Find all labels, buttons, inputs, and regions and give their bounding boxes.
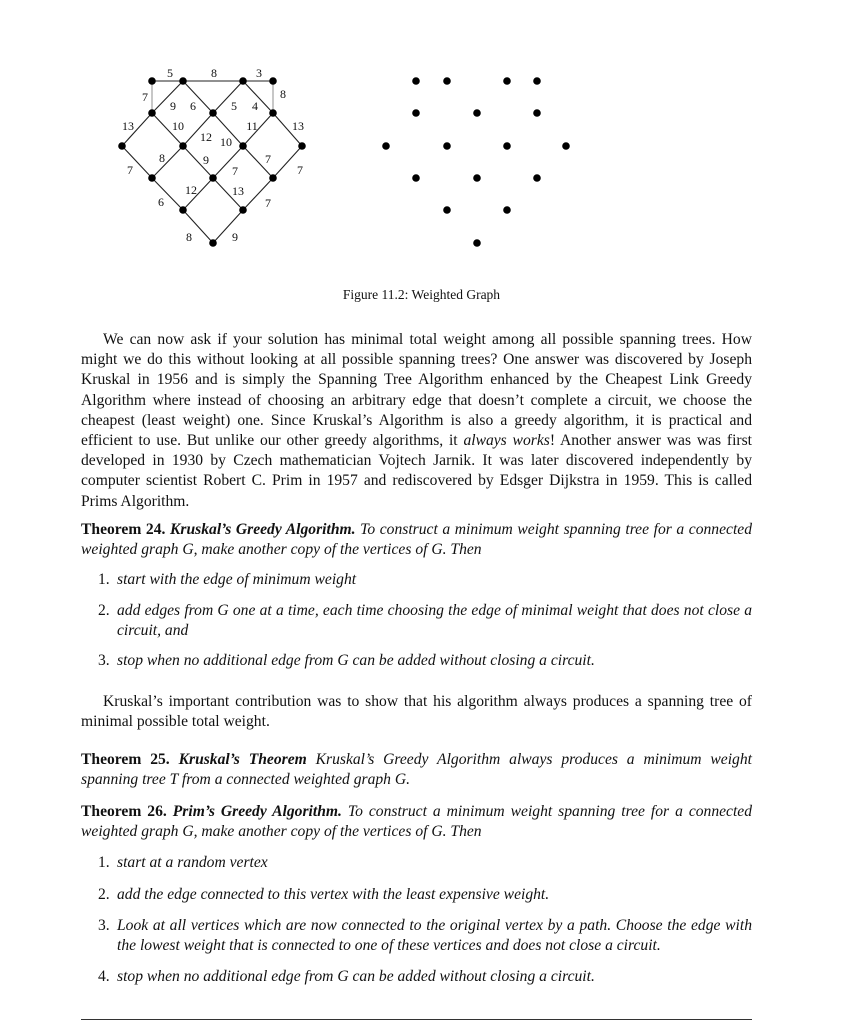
theorem-25: Theorem 25. Kruskal’s Theorem Kruskal’s Greedy Algorithm always produces a minimum weight spanning tree T from a connected weighted graph G. (81, 751, 752, 789)
graph-edge (213, 146, 243, 178)
edge-weight-label: 8 (159, 151, 165, 165)
edge-weight-label: 9 (203, 153, 209, 167)
graph-vertex (148, 174, 156, 182)
graph-vertex (209, 109, 217, 117)
edge-weight-label: 7 (297, 163, 303, 177)
graph-edge (152, 81, 183, 113)
graph-vertex (269, 174, 277, 182)
edge-weight-label: 5 (231, 99, 237, 113)
theorem-26: Theorem 26. Prim’s Greedy Algorithm. To construct a minimum weight spanning tree for a connected weighted graph G, make another copy of the vertices of G. Then 1. start at a random vertex 2. add the edge connected to this vertex with the least expensive weight. 3. Look at all vertices which are now connected to the original vertex by a path. Choose the edge with the lowest weight that is connected to one of these vertices and does not close a circuit. 4. stop when no additional edge from G can be added without closing a circuit. (81, 802, 752, 987)
edge-weight-label: 7 (142, 90, 148, 104)
vertex-copy (443, 142, 451, 150)
step: 4. stop when no additional edge from G can be added without closing a circuit. (98, 968, 595, 986)
graph-edge (213, 210, 243, 243)
vertex-copy (412, 77, 420, 85)
edge-weight-label: 8 (211, 66, 217, 80)
graph-vertex (179, 142, 187, 150)
vertex-copy (412, 174, 420, 182)
vertex-copy (443, 206, 451, 214)
vertex-copy (533, 77, 541, 85)
graph-edge (213, 81, 243, 113)
vertex-copy (412, 109, 420, 117)
graph-vertex (148, 109, 156, 117)
vertex-copy (503, 142, 511, 150)
step: 2. add edges from G one at a time, each time choosing the edge of minimal weight that does not close a circuit, and (98, 601, 752, 639)
graph-vertex (179, 206, 187, 214)
vertex-copy (503, 206, 511, 214)
graph-edge (183, 81, 213, 113)
edge-weight-label: 7 (265, 196, 271, 210)
edge-weight-label: 10 (220, 135, 232, 149)
vertex-copy (533, 109, 541, 117)
graph-vertex (239, 206, 247, 214)
edge-weight-label: 9 (232, 230, 238, 244)
edge-weight-label: 6 (190, 99, 196, 113)
graph-vertex (209, 239, 217, 247)
edge-weight-label: 8 (186, 230, 192, 244)
edge-weight-label: 13 (292, 119, 304, 133)
graph-edge (243, 81, 273, 113)
graph-edge (152, 178, 183, 210)
intro-paragraph: We can now ask if your solution has minimal total weight among all possible spanning trees. How might we do this without looking at all possible spanning trees? One answer was discovered by Joseph Kruskal in 1956 and is simply the Spanning Tree Algorithm enhanced by the Cheapest Link Greedy Algorithm where instead of choosing an arbitrary edge that doesn’t complete a circuit, we choose the cheapest (least weight) one. Since Kruskal’s Algorithm is also a greedy algorithm, it is practical and efficient to use. But unlike our other greedy algorithms, it always works! Another answer was was first developed in 1930 by Czech mathematician Vojtech Jarnik. It was later discovered independently by computer scientist Robert C. Prim in 1957 and rediscovered by Edsger Dijkstra in 1959. This is called Prims Algorithm. (81, 331, 752, 510)
edge-weight-label: 12 (200, 130, 212, 144)
theorem-24: Theorem 24. Kruskal’s Greedy Algorithm. To construct a minimum weight spanning tree for a connected weighted graph G, make another copy of the vertices of G. Then 1. start with the edge of minimum weight 2. add edges from G one at a time, each time choosing the edge of minimal weight that does not close a circuit, and 3. stop when no additional edge from G can be added without closing a circuit. (81, 520, 752, 671)
step: 3. stop when no additional edge from G can be added without closing a circuit. (98, 652, 595, 670)
vertex-copy (533, 174, 541, 182)
theorem-26-steps (81, 853, 752, 987)
weighted-graph-figure (0, 0, 843, 280)
edge-weight-label: 3 (256, 66, 262, 80)
edge-weight-label: 7 (232, 164, 238, 178)
kruskal-paragraph: Kruskal’s important contribution was to show that his algorithm always produces a spanning tree of minimal possible total weight. (81, 693, 752, 731)
step: 2. add the edge connected to this vertex with the least expensive weight. (98, 885, 550, 903)
edge-weight-label: 11 (246, 119, 258, 133)
edge-weight-label: 9 (170, 99, 176, 113)
step: 1. start at a random vertex (98, 854, 268, 872)
edge-weight-label: 4 (252, 99, 258, 113)
vertex-copy (443, 77, 451, 85)
edge-weight-label: 12 (185, 183, 197, 197)
edge-weight-label: 6 (158, 195, 164, 209)
edge-weight-label: 8 (280, 87, 286, 101)
graph-vertex (118, 142, 126, 150)
graph-vertex (269, 109, 277, 117)
edge-weight-label: 13 (232, 184, 244, 198)
edge-weight-label: 7 (265, 152, 271, 166)
page-bottom-rule (81, 1019, 752, 1020)
figure-caption: Figure 11.2: Weighted Graph (342, 287, 501, 302)
step: 3. Look at all vertices which are now connected to the original vertex by a path. Choose the edge with the lowest weight that is connected to one of these vertices and does not close a circuit. (98, 916, 752, 955)
graph-vertex (269, 77, 277, 85)
theorem-24-steps (81, 570, 752, 671)
graph-vertex (298, 142, 306, 150)
vertex-copy (473, 239, 481, 247)
edge-weight-label: 13 (122, 119, 134, 133)
edge-weight-label: 7 (127, 163, 133, 177)
vertex-copy (562, 142, 570, 150)
vertex-copy (473, 109, 481, 117)
graph-vertex (239, 77, 247, 85)
vertex-copy (503, 77, 511, 85)
edge-weight-label: 5 (167, 66, 173, 80)
graph-edge (152, 146, 183, 178)
graph-vertex (239, 142, 247, 150)
graph-vertex (209, 174, 217, 182)
edge-weight-label: 10 (172, 119, 184, 133)
vertex-copy (382, 142, 390, 150)
graph-vertex (179, 77, 187, 85)
graph-vertex (148, 77, 156, 85)
vertex-copy (473, 174, 481, 182)
step: 1. start with the edge of minimum weight (98, 571, 357, 589)
